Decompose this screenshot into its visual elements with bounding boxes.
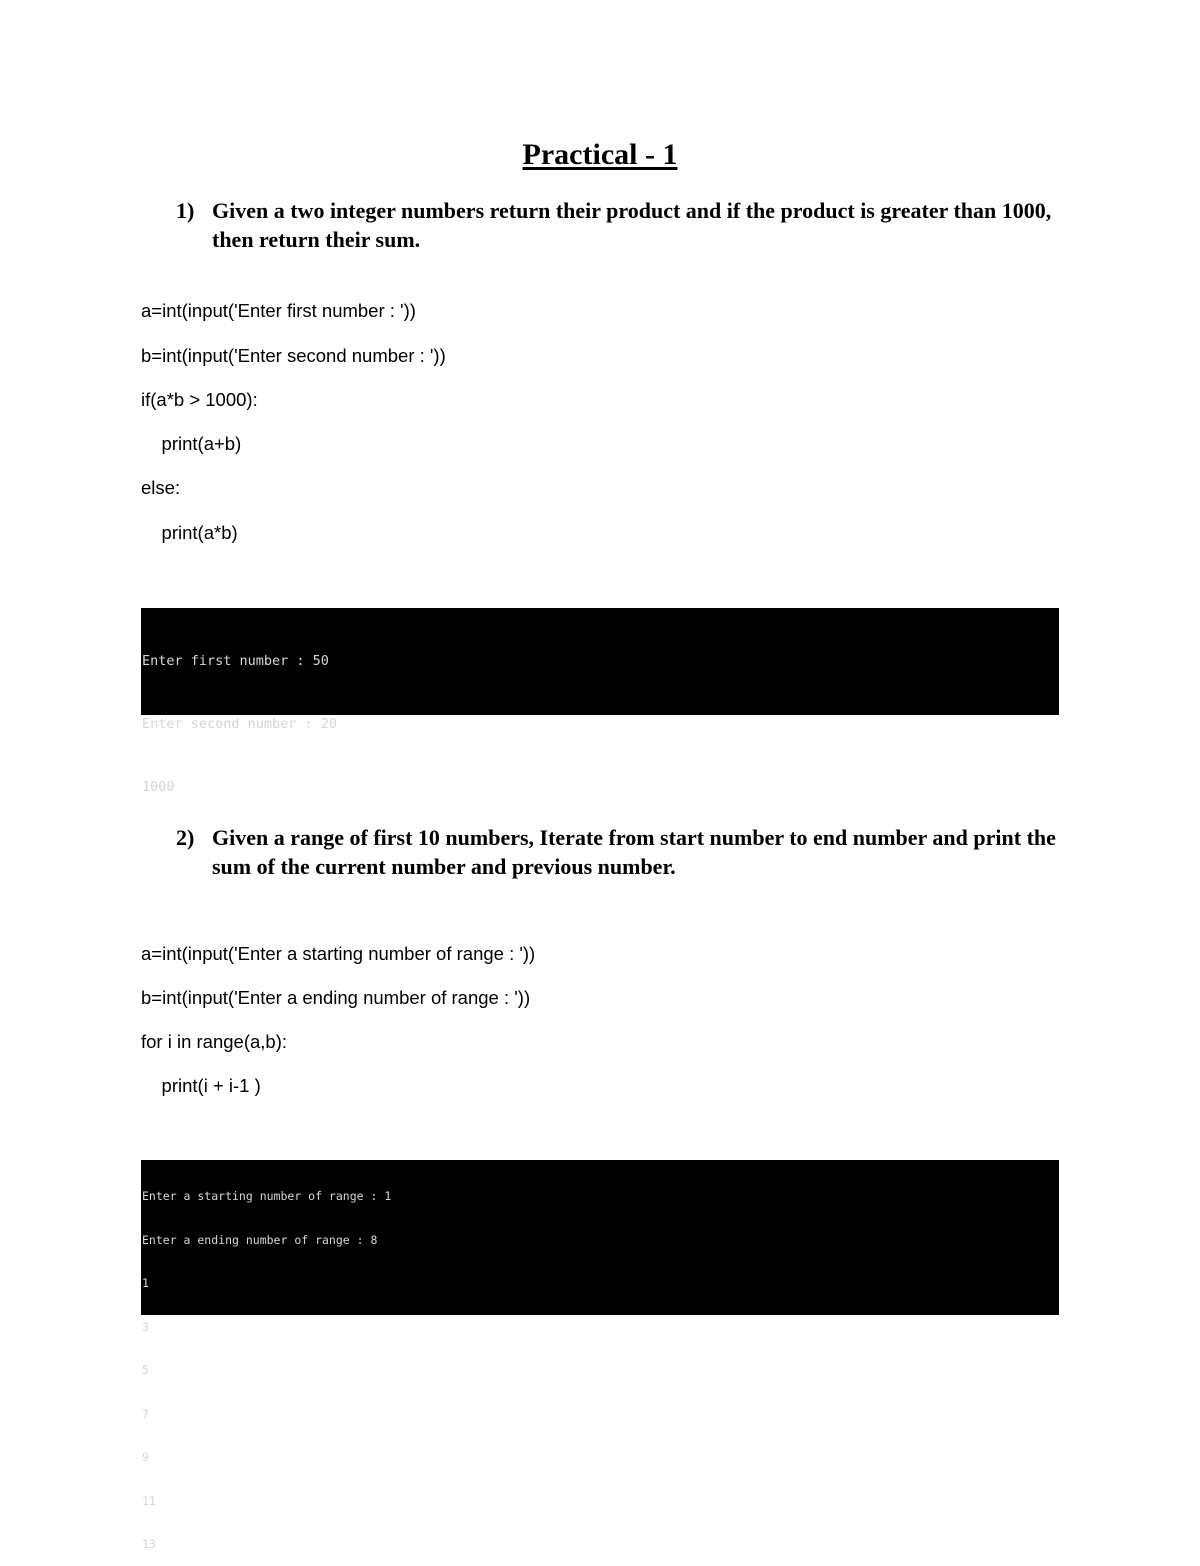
code-line: else:: [141, 477, 181, 498]
console-output-2: [141, 1160, 1059, 1551]
console-line: Enter first number : 50: [142, 653, 329, 669]
question-text: Given a two integer numbers return their product and if the product is greater than 1000, then return their sum.: [212, 198, 1052, 252]
code-line: for i in range(a,b):: [141, 1031, 288, 1052]
document-title: Practical - 1: [522, 138, 678, 171]
question-text: Given a range of first 10 numbers, Iterate from start number to end number and print the sum of the current number and previous number.: [212, 825, 1056, 879]
console-line: Enter second number : 20: [142, 716, 338, 732]
console-line: 5: [142, 1363, 149, 1377]
code-line: b=int(input('Enter a ending number of range : ')): [141, 987, 531, 1008]
code-line: print(a*b): [141, 522, 238, 543]
code-line: print(i + i-1 ): [141, 1075, 261, 1096]
code-line: if(a*b > 1000):: [141, 389, 258, 410]
console-line: 7: [142, 1406, 149, 1421]
console-line: 13: [142, 1537, 156, 1551]
code-line: a=int(input('Enter first number : ')): [141, 300, 416, 321]
console-line: Enter a ending number of range : 8: [142, 1232, 378, 1247]
console-line: 3: [142, 1319, 149, 1334]
question-number: 1): [176, 198, 195, 223]
console-line: 1000: [142, 779, 175, 795]
console-line: 9: [142, 1450, 149, 1464]
question-1: [176, 196, 1056, 254]
code-line: b=int(input('Enter second number : ')): [141, 345, 446, 366]
code-line: print(a+b): [141, 433, 242, 454]
console-line: Enter a starting number of range : 1: [142, 1189, 392, 1203]
question-number: 2): [176, 825, 195, 850]
console-line: 1: [142, 1276, 149, 1290]
console-line: 11: [142, 1493, 156, 1508]
console-output-1: [141, 608, 1059, 795]
question-2: [176, 823, 1056, 881]
code-line: a=int(input('Enter a starting number of range : ')): [141, 943, 536, 964]
